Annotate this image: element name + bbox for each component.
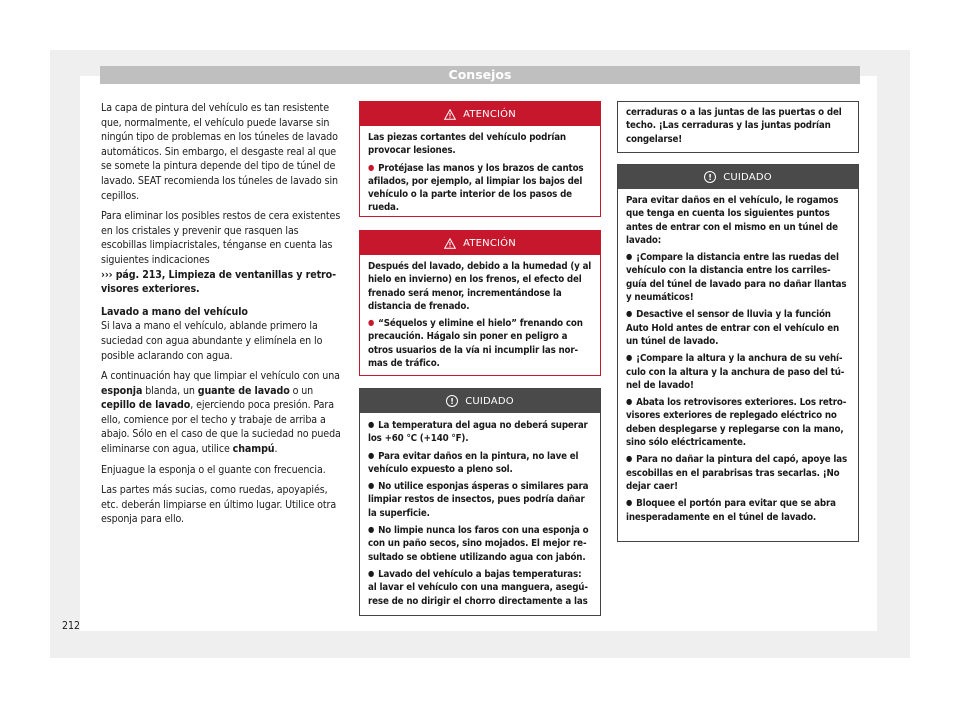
list-item: ● ¡Compare la distancia entre las ruedas del vehículo con la distancia entre los carriles-guía del túnel de lavado para no dañar llantas y neumáticos! <box>626 250 850 304</box>
info-circle-icon: ! <box>446 395 458 407</box>
caution-box-body <box>360 413 600 615</box>
paragraph: Enjuague la esponja o el guante con frecuencia. <box>101 463 326 476</box>
cross-reference-link[interactable]: ››› pág. 213, Limpieza de ventanillas y retrovisores exteriores. <box>101 268 337 296</box>
section-header <box>100 66 860 84</box>
list-item: ● No limpie nunca los faros con una esponja o con un paño secos, sino mojados. El mejor resultado se obtiene utilizando agua con jabón. <box>368 523 592 564</box>
list-item: ● Para evitar daños en la pintura, no lave el vehículo expuesto a pleno sol. <box>368 449 592 477</box>
caution-box-title: CUIDADO <box>723 171 772 183</box>
list-item: ● “Séquelos y elimine el hielo” frenando con precaución. Hágalo sin poner en peligro a otros usuarios de la vía ni incumplir las normas de tráfico. <box>368 316 592 370</box>
list-item: ● Abata los retrovisores exteriores. Los retrovisores exteriores de replegado eléctrico no deben desplegarse y replegarse con la mano, sino sólo eléctricamente. <box>626 395 850 449</box>
list-item: ● Protéjase las manos y los brazos de cantos afilados, por ejemplo, al limpiar los bajos del vehículo o la parte interior de los pasos de rueda. <box>368 161 592 215</box>
warning-box-body: Después del lavado, debido a la humedad (y al hielo en invierno) en los frenos, el efecto del frenado será menor, incrementándose la distancia de frenado. ● “Séquelos y elimine el hielo” frenando con precaución. Hágalo sin poner en peligro a otros usuarios de la vía ni incumplir las normas de tráfico. <box>360 255 600 377</box>
warning-box <box>359 230 601 376</box>
list-item: ● No utilice esponjas ásperas o similares para limpiar restos de insectos, pues podría dañar la superficie. <box>368 479 592 520</box>
list-item: ● ¡Compare la altura y la anchura de su vehículo con la altura y la anchura de paso del túnel de lavado! <box>626 351 850 392</box>
list-item: ● Bloquee el portón para evitar que se abra inesperadamente en el túnel de lavado. <box>626 496 850 524</box>
caution-box-continuation <box>617 101 859 153</box>
warning-box-title: ATENCIÓN <box>463 108 516 120</box>
caution-box-header <box>360 389 600 413</box>
warning-triangle-icon <box>444 238 456 249</box>
list-item: ● Para no dañar la pintura del capó, apoye las escobillas en el parabrisas tras secarlas. ¡No dejar caer! <box>626 452 850 493</box>
list-item: ● Lavado del vehículo a bajas temperaturas: al lavar el vehículo con una manguera, asegúrese de no dirigir el chorro directamente a las <box>368 567 592 608</box>
section-title: Consejos <box>448 67 512 82</box>
paragraph: A continuación hay que limpiar el vehículo con una esponja blanda, un guante de lavado o un cepillo de lavado, ejerciendo poca presión. Para ello, comience por el techo y trabaje de arriba a abajo. Sólo en el caso de que la suciedad no pueda eliminarse con agua, utilice champú. <box>101 370 341 456</box>
paragraph: Para eliminar los posibles restos de cera existentes en los cristales y prevenir que rasquen las escobillas limpiacristales, ténganse en cuenta las siguientes indicaciones ››› pág. 213, Limpieza de ventanillas y retrovisores exteriores. <box>101 210 341 296</box>
caution-box <box>617 164 859 542</box>
main-text-column <box>101 101 343 533</box>
warning-box-body: Las piezas cortantes del vehículo podrían provocar lesiones. ● Protéjase las manos y los brazos de cantos afilados, por ejemplo, al limpiar los bajos del vehículo o la parte interior de los pasos de rueda. <box>360 126 600 222</box>
caution-box-title: CUIDADO <box>465 395 514 407</box>
page-number: 212 <box>62 620 81 632</box>
warning-box-header <box>360 102 600 126</box>
warning-box <box>359 101 601 217</box>
warning-triangle-icon <box>444 109 456 120</box>
list-item: ● Desactive el sensor de lluvia y la función Auto Hold antes de entrar con el vehículo en un túnel de lavado. <box>626 307 850 348</box>
caution-box <box>359 388 601 616</box>
caution-box-header <box>618 165 858 189</box>
warning-box-title: ATENCIÓN <box>463 237 516 249</box>
paragraph: La capa de pintura del vehículo es tan resistente que, normalmente, el vehículo puede lavarse sin ningún tipo de problemas en los túneles de lavado automáticos. Sin embargo, el desgaste real al que se somete la pintura depende del tipo de túnel de lavado. SEAT recomienda los túneles de lavado sin cepillos. <box>101 102 338 202</box>
subheading: Lavado a mano del vehículo <box>101 305 248 318</box>
caution-box-body: cerraduras o a las juntas de las puertas o del techo. ¡Las cerraduras y las juntas podrían congelarse! <box>626 107 842 145</box>
paragraph: Las partes más sucias, como ruedas, apoyapiés, etc. deberán limpiarse en último lugar. Utilice otra esponja para ello. <box>101 484 337 526</box>
caution-box-body: Para evitar daños en el vehículo, le rogamos que tenga en cuenta los siguientes puntos antes de entrar con el mismo en un túnel de lavado: ● ¡Compare la distancia entre las ruedas del vehículo con la distancia entre los carriles-guía del túnel de lavado para no dañar llantas y neumáticos! ● Desactive el sensor de lluvia y la función Auto Hold antes de entrar con el vehículo en un túnel de lavado. ● ¡Compare la altura y la anchura de su vehículo con la altura y la anchura de paso del túnel de lavado! ● Abata los retrovisores exteriores. Los retrovisores exteriores de replegado eléctrico no deben desplegarse y replegarse con la mano, sino sólo eléctricamente. ● Para no dañar la pintura del capó, apoye las escobillas en el parabrisas tras secarlas. ¡No dejar caer! ● Bloquee el portón para evitar que se abra inesperadamente en el túnel de lavado. <box>618 189 858 531</box>
paragraph: Si lava a mano el vehículo, ablande primero la suciedad con agua abundante y elimínela en lo posible aclarando con agua. <box>101 320 323 362</box>
list-item: ● La temperatura del agua no deberá superar los +60 °C (+140 °F). <box>368 418 592 446</box>
warning-box-header <box>360 231 600 255</box>
info-circle-icon: ! <box>704 171 716 183</box>
